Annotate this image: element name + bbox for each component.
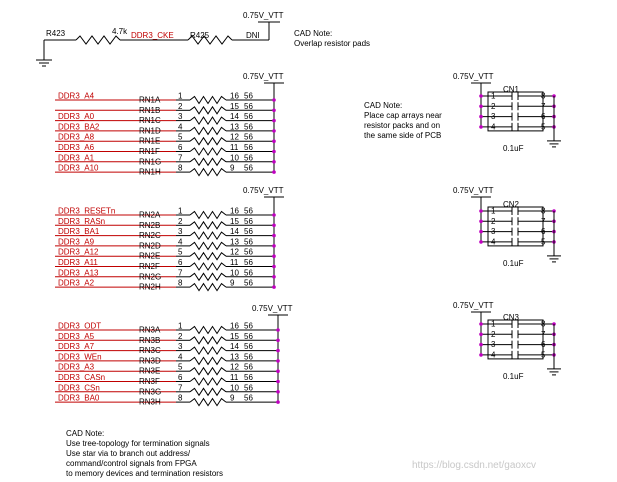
rn-resistor (190, 117, 226, 124)
rn-value: 56 (244, 163, 253, 173)
rn-net-label: DDR3_A6 (58, 143, 95, 152)
rn-pin-right: 11 (230, 373, 239, 382)
rn-resistor (190, 273, 226, 280)
rn-vtt-label-3: 0.75V_VTT (252, 304, 293, 313)
rn-value: 56 (244, 101, 253, 111)
rn-value: 56 (244, 278, 253, 288)
top-note-line-1: CAD Note: (294, 29, 333, 38)
rn-pin-right: 13 (230, 352, 239, 362)
rn-ref-label: RN3E (139, 366, 161, 376)
cn-pin-left: 1 (491, 319, 496, 329)
rn-value: 56 (244, 373, 253, 382)
rn-pin-right: 14 (230, 342, 239, 352)
rn-resistor (190, 158, 226, 165)
rn-pin-right: 13 (230, 237, 239, 247)
top-vtt-label: 0.75V_VTT (243, 11, 284, 20)
rn-ref-label: RN3G (139, 387, 162, 397)
cn-pin-left: 4 (491, 122, 496, 132)
rn-value: 56 (244, 383, 253, 393)
rn-resistor (190, 368, 226, 375)
rn-net-label: DDR3_A12 (58, 247, 99, 257)
rn-resistor (190, 337, 226, 344)
rn-pin-left: 6 (178, 258, 183, 267)
rn-pin-left: 3 (178, 227, 183, 237)
cn-pin-right: 7 (541, 329, 546, 339)
rn-ref-label: RN3H (139, 397, 161, 407)
rn-resistor (190, 399, 226, 406)
cn-row (479, 112, 556, 121)
rn-ref-label: RN2A (139, 210, 161, 220)
rn-pin-right: 12 (230, 132, 239, 142)
cap-note (364, 101, 442, 140)
rn-resistor (190, 222, 226, 229)
rn-pin-left: 4 (178, 237, 183, 247)
rn-junction-dot (272, 234, 276, 238)
rn-pin-left: 7 (178, 153, 183, 163)
cn-junction-left (479, 105, 483, 109)
rn-value: 56 (244, 393, 253, 403)
rn-net-label: DDR3_A3 (58, 362, 95, 372)
cn-row (479, 320, 556, 329)
rn-junction-dot (276, 400, 280, 404)
rn-ref-label: RN2H (139, 282, 161, 292)
rn-resistor (190, 242, 226, 249)
rn-pin-right: 16 (230, 206, 239, 216)
rn-net-label: DDR3_A7 (58, 342, 95, 352)
bottom-note-line-3: Use star via to branch out address/ (66, 449, 191, 458)
cn-row (479, 207, 556, 216)
cn-pin-right: 5 (541, 350, 546, 360)
rn-ref-label: RN1G (139, 157, 162, 167)
rn-net-label: DDR3_A8 (58, 132, 95, 142)
cn-body (488, 207, 543, 246)
rn-pin-left: 5 (178, 247, 183, 257)
rn-pin-left: 4 (178, 122, 183, 132)
rn-resistor (190, 327, 226, 334)
rn-net-label: DDR3_WEn (58, 352, 102, 362)
rn-junction-dot (272, 150, 276, 154)
rn-ref-label: RN1A (139, 95, 161, 105)
cke-net-label: DDR3_CKE (131, 31, 174, 40)
rn-resistor (190, 263, 226, 270)
cn-junction-left (479, 209, 483, 213)
rn-resistor (190, 347, 226, 354)
rn-ref-label: RN3F (139, 377, 160, 386)
rn-junction-dot (276, 339, 280, 343)
cn-pin-right: 8 (541, 91, 546, 101)
bottom-note-line-5: to memory devices and termination resistors (66, 469, 223, 478)
rn-junction-dot (276, 369, 280, 373)
cn-junction-left (479, 230, 483, 234)
cn-row (479, 340, 556, 349)
rn-resistor (190, 148, 226, 155)
rn-pin-right: 13 (230, 122, 239, 132)
rn-ref-label: RN3B (139, 335, 161, 345)
cn-ref-label: CN3 (503, 313, 520, 322)
rn-ref-label: RN2B (139, 220, 161, 230)
rn-net-label: DDR3_A5 (58, 331, 95, 341)
cn-body (488, 92, 543, 131)
r423-ref: R423 (46, 29, 66, 38)
rn-junction-dot (272, 98, 276, 102)
rn-net-label: DDR3_CSn (58, 383, 100, 393)
rn-resistor (190, 388, 226, 395)
rn-row (55, 394, 280, 407)
rn-value: 56 (244, 132, 253, 142)
rn-value: 56 (244, 122, 253, 132)
cn-group-2 (453, 186, 561, 268)
rn-value: 56 (244, 216, 253, 226)
rn-junction-dot (272, 265, 276, 269)
cn-pin-left: 2 (491, 101, 496, 111)
rn-pin-right: 12 (230, 247, 239, 257)
rn-ref-label: RN3A (139, 325, 161, 335)
rn-net-label: DDR3_A10 (58, 163, 99, 173)
rn-net-label: DDR3_A13 (58, 268, 99, 278)
rn-pin-right: 14 (230, 227, 239, 237)
rn-value: 56 (244, 143, 253, 152)
cn-vtt-label-2: 0.75V_VTT (453, 186, 494, 195)
bottom-note-line-1: CAD Note: (66, 429, 105, 438)
rn-ref-label: RN1E (139, 136, 161, 146)
rn-value: 56 (244, 258, 253, 267)
cn-pin-right: 5 (541, 122, 546, 132)
rn-resistor (190, 357, 226, 364)
rn-group-1 (55, 72, 284, 177)
cn-value-label: 0.1uF (503, 258, 524, 268)
rn-net-label: DDR3_A0 (58, 112, 95, 122)
rn-junction-dot (272, 213, 276, 217)
cn-junction-left (479, 220, 483, 224)
rn-ref-label: RN2G (139, 272, 162, 282)
rn-ref-label: RN1H (139, 167, 161, 177)
rn-pin-left: 7 (178, 268, 183, 278)
cn-pin-right: 6 (541, 340, 546, 350)
cn-row (479, 122, 556, 131)
rn-pin-right: 10 (230, 383, 239, 393)
rn-value: 56 (244, 331, 253, 341)
rn-junction-dot (272, 160, 276, 164)
rn-pin-right: 9 (230, 393, 235, 403)
rn-resistor (190, 284, 226, 291)
rn-ref-label: RN1D (139, 126, 161, 136)
rn-resistor (190, 212, 226, 219)
cn-row (479, 102, 556, 111)
cn-row (479, 330, 556, 339)
cap-note-line-4: the same side of PCB (364, 131, 442, 140)
rn-row (55, 279, 276, 292)
cn-junction-left (479, 94, 483, 98)
rn-net-label: DDR3_A11 (58, 258, 98, 267)
rn-net-label: DDR3_BA2 (58, 122, 100, 132)
cn-value-label: 0.1uF (503, 371, 524, 381)
rn-pin-left: 8 (178, 278, 183, 288)
rn-junction-dot (272, 275, 276, 279)
cn-group-1 (453, 72, 561, 153)
rn-value: 56 (244, 352, 253, 362)
cn-pin-right: 5 (541, 237, 546, 247)
rn-value: 56 (244, 206, 253, 216)
rn-net-label: DDR3_RASn (58, 216, 106, 226)
cn-junction-left (479, 115, 483, 119)
rn-net-label: DDR3_A1 (58, 153, 95, 163)
rn-row (55, 164, 276, 177)
rn-junction-dot (272, 109, 276, 113)
r423-resistor (76, 36, 120, 44)
cn-value-label: 0.1uF (503, 143, 524, 153)
rn-junction-dot (276, 380, 280, 384)
rn-value: 56 (244, 237, 253, 247)
rn-junction-dot (272, 129, 276, 133)
rn-junction-dot (272, 119, 276, 123)
rn-junction-dot (276, 390, 280, 394)
rn-value: 56 (244, 153, 253, 163)
rn-net-label: DDR3_CASn (58, 373, 106, 382)
rn-junction-dot (276, 328, 280, 332)
rn-junction-dot (272, 244, 276, 248)
rn-group-2 (55, 186, 284, 292)
r425-ref: R425 (190, 31, 210, 40)
rn-pin-left: 7 (178, 383, 183, 393)
rn-ref-label: RN3D (139, 356, 161, 366)
rn-resistor (190, 378, 226, 385)
rn-ref-label: RN2C (139, 231, 161, 241)
cn-row (479, 237, 556, 246)
cn-row (479, 217, 556, 226)
cn-pin-left: 4 (491, 350, 496, 360)
rn-pin-right: 12 (230, 362, 239, 372)
rn-pin-left: 2 (178, 331, 183, 341)
cap-note-line-1: CAD Note: (364, 101, 403, 110)
rn-ref-label: RN2D (139, 241, 161, 251)
rn-vtt-label-1: 0.75V_VTT (243, 72, 284, 81)
bottom-note-line-2: Use tree-topology for termination signals (66, 439, 210, 448)
rn-vtt-label-2: 0.75V_VTT (243, 186, 284, 195)
rn-pin-left: 6 (178, 143, 183, 152)
rn-net-label: DDR3_BA0 (58, 393, 100, 403)
cn-junction-left (479, 240, 483, 244)
cn-pin-right: 8 (541, 319, 546, 329)
rn-resistor (190, 107, 226, 114)
rn-value: 56 (244, 227, 253, 237)
cn-pin-left: 1 (491, 91, 496, 101)
cn-pin-left: 2 (491, 216, 496, 226)
rn-ref-label: RN1F (139, 147, 160, 156)
rn-pin-right: 10 (230, 268, 239, 278)
rn-value: 56 (244, 91, 253, 101)
rn-pin-left: 8 (178, 393, 183, 403)
cap-note-line-3: resistor packs and on (364, 121, 441, 130)
bottom-note-line-4: command/control signals from FPGA (66, 459, 197, 468)
rn-row (55, 92, 276, 105)
rn-junction-dot (272, 285, 276, 289)
cn-ref-label: CN2 (503, 200, 520, 209)
rn-pin-left: 1 (178, 321, 183, 331)
rn-pin-left: 5 (178, 132, 183, 142)
cn-pin-left: 3 (491, 340, 496, 350)
watermark: https://blog.csdn.net/gaoxcv (412, 460, 536, 471)
rn-value: 56 (244, 342, 253, 352)
rn-pin-right: 11 (230, 258, 239, 267)
cn-pin-left: 3 (491, 227, 496, 237)
cn-junction-left (479, 353, 483, 357)
cn-pin-right: 7 (541, 101, 546, 111)
rn-pin-right: 16 (230, 91, 239, 101)
rn-pin-right: 16 (230, 321, 239, 331)
rn-pin-right: 15 (230, 216, 239, 226)
r425-dni-label: DNI (246, 31, 260, 40)
top-section (36, 11, 370, 66)
cn-ref-label: CN1 (503, 85, 520, 94)
rn-resistor (190, 253, 226, 260)
rn-ref-label: RN2E (139, 251, 161, 261)
rn-pin-right: 11 (230, 143, 239, 152)
cn-pin-left: 3 (491, 112, 496, 122)
rn-ref-label: RN3C (139, 346, 161, 356)
cn-row (479, 227, 556, 236)
rn-pin-left: 2 (178, 216, 183, 226)
rn-pin-left: 1 (178, 91, 183, 101)
cn-row (479, 92, 556, 101)
rn-value: 56 (244, 247, 253, 257)
rn-value: 56 (244, 112, 253, 122)
rn-junction-dot (276, 359, 280, 363)
cn-vtt-label-3: 0.75V_VTT (453, 301, 494, 310)
rn-pin-left: 2 (178, 101, 183, 111)
cn-junction-left (479, 125, 483, 129)
rn-group-3 (55, 304, 293, 407)
cn-junction-left (479, 343, 483, 347)
cn-pin-right: 6 (541, 112, 546, 122)
rn-junction-dot (272, 170, 276, 174)
top-note-line-2: Overlap resistor pads (294, 39, 371, 48)
rn-pin-right: 9 (230, 163, 235, 173)
rn-pin-left: 6 (178, 373, 183, 382)
cn-row (479, 350, 556, 359)
rn-value: 56 (244, 362, 253, 372)
cn-body (488, 320, 543, 359)
rn-resistor (190, 232, 226, 239)
rn-net-label: DDR3_ODT (58, 321, 102, 331)
rn-value: 56 (244, 321, 253, 331)
rn-pin-right: 15 (230, 101, 239, 111)
rn-value: 56 (244, 268, 253, 278)
cn-junction-left (479, 333, 483, 337)
resistor-network-layer (55, 72, 293, 407)
rn-pin-left: 3 (178, 342, 183, 352)
cn-pin-right: 7 (541, 216, 546, 226)
rn-pin-left: 4 (178, 352, 183, 362)
rn-ref-label: RN1C (139, 116, 161, 126)
bottom-note (66, 429, 223, 478)
rn-junction-dot (276, 349, 280, 353)
cap-array-layer (453, 72, 561, 381)
rn-ref-label: RN1B (139, 105, 161, 115)
rn-resistor (190, 127, 226, 134)
rn-pin-left: 1 (178, 206, 183, 216)
rn-pin-left: 5 (178, 362, 183, 372)
rn-resistor (190, 138, 226, 145)
rn-junction-dot (272, 254, 276, 258)
rn-pin-left: 8 (178, 163, 183, 173)
rn-net-label: DDR3_A2 (58, 278, 95, 288)
cn-junction-left (479, 322, 483, 326)
rn-net-label: DDR3_RESETn (58, 206, 116, 216)
rn-pin-right: 14 (230, 112, 239, 122)
rn-resistor (190, 169, 226, 176)
rn-junction-dot (272, 224, 276, 228)
rn-net-label: DDR3_A4 (58, 91, 95, 101)
cn-vtt-label-1: 0.75V_VTT (453, 72, 494, 81)
cn-group-3 (453, 301, 561, 381)
rn-junction-dot (272, 139, 276, 143)
rn-net-label: DDR3_A9 (58, 237, 95, 247)
rn-ref-label: RN2F (139, 262, 160, 271)
rn-pin-right: 15 (230, 331, 239, 341)
rn-resistor (190, 97, 226, 104)
cn-pin-right: 8 (541, 206, 546, 216)
rn-pin-right: 10 (230, 153, 239, 163)
cn-pin-right: 6 (541, 227, 546, 237)
rn-net-label: DDR3_BA1 (58, 227, 100, 237)
rn-pin-left: 3 (178, 112, 183, 122)
cap-note-line-2: Place cap arrays near (364, 111, 442, 120)
cn-pin-left: 2 (491, 329, 496, 339)
rn-pin-right: 9 (230, 278, 235, 288)
cn-pin-left: 4 (491, 237, 496, 247)
cn-pin-left: 1 (491, 206, 496, 216)
r423-value: 4.7k (112, 27, 128, 36)
